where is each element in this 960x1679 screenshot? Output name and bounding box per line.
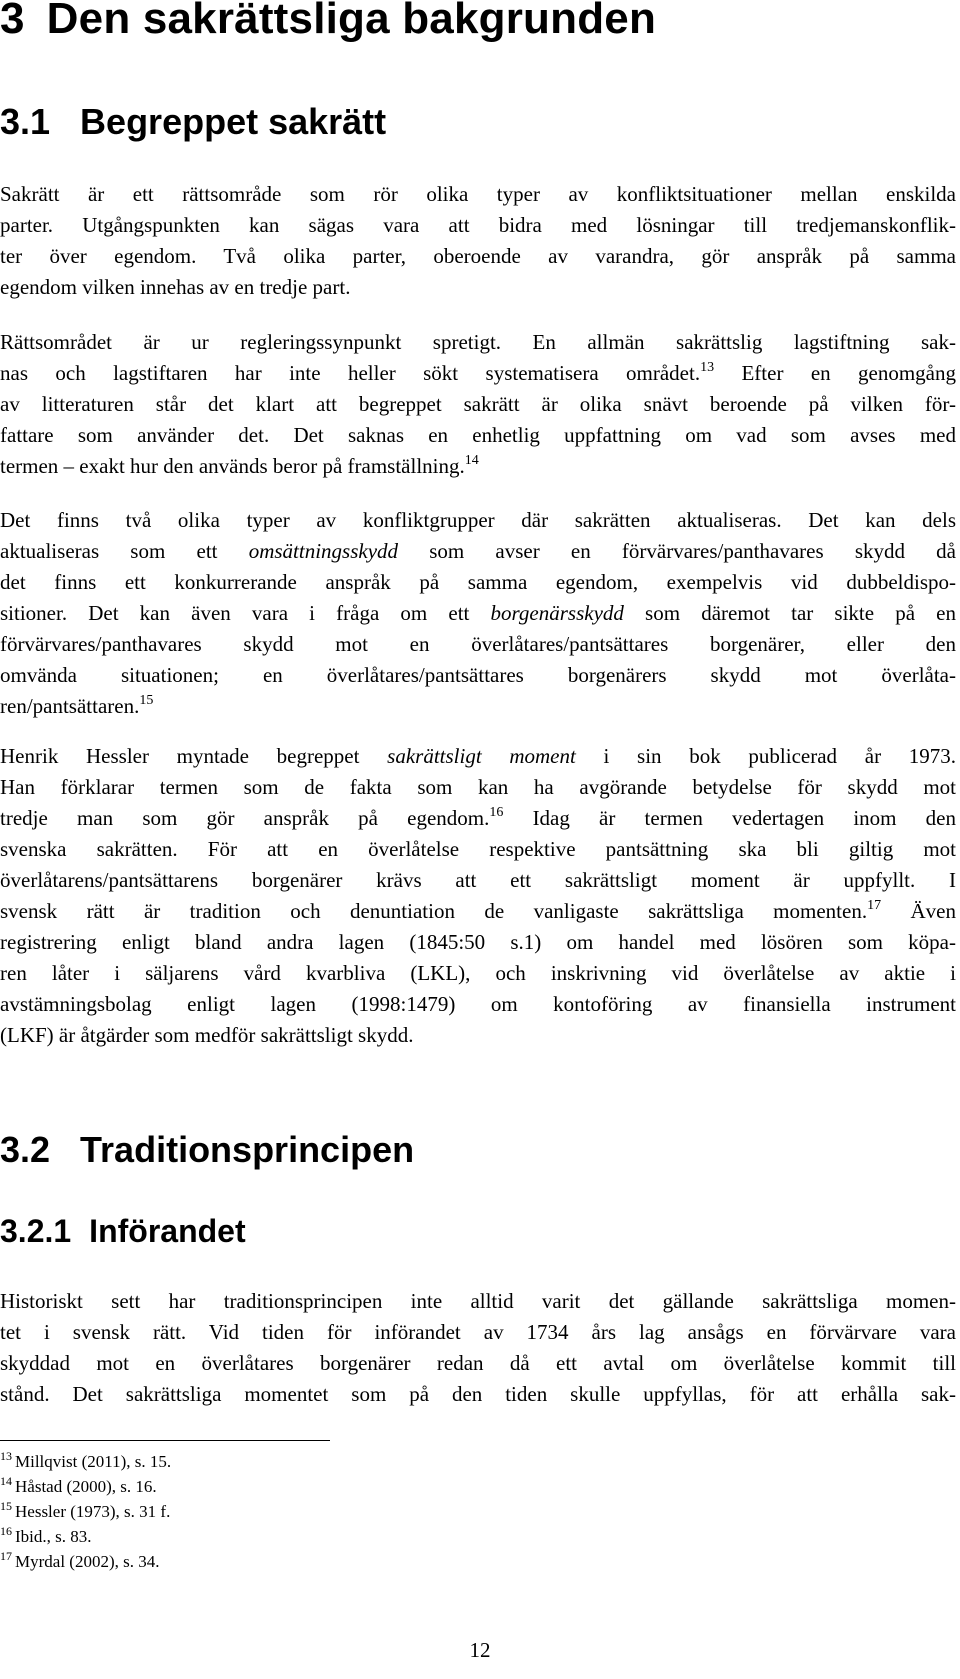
section-3-1-title: Begreppet sakrätt	[80, 101, 387, 142]
paragraph-5	[0, 1286, 956, 1410]
footnote-text: Hessler (1973), s. 31 f.	[15, 1502, 171, 1521]
term-omsattningsskydd: omsättningsskydd	[248, 539, 399, 563]
footnote-text: Millqvist (2011), s. 15.	[15, 1452, 172, 1471]
term-sakrattsligt-moment: sakrättsligt moment	[387, 744, 576, 768]
paragraph-line	[0, 451, 956, 482]
footnote-ref-16[interactable]: 16	[489, 805, 504, 820]
paragraph-line: avstämningsbolag enligt lagen (1998:1479) om kontoföring av finansiella instrument	[0, 992, 956, 1016]
section-3-2-heading	[0, 1129, 414, 1171]
text-run: termen – exakt hur den används beror på framställning.	[0, 454, 465, 478]
paragraph-line: (LKF) är åtgärder som medför sakrättsligt skydd.	[0, 1023, 414, 1047]
text-run: aktualiseras som ett	[0, 539, 249, 563]
paragraph-line: stånd. Det sakrättsliga momentet som på den tiden skulle uppfyllas, för att erhålla sak-	[0, 1382, 956, 1406]
footnote-number: 16	[0, 1524, 12, 1538]
paragraph-line: Rättsområdet är ur regleringssynpunkt spretigt. En allmän sakrättslig lagstiftning sak-	[0, 330, 956, 354]
paragraph-1	[0, 179, 956, 303]
section-3-2-title: Traditionsprincipen	[80, 1129, 415, 1170]
paragraph-line: Historiskt sett har traditionsprincipen inte alltid varit det gällande sakrättsliga momen-	[0, 1289, 956, 1313]
text-run: Idag är termen vedertagen inom den	[503, 806, 956, 830]
footnote-number: 17	[0, 1549, 12, 1563]
paragraph-line: Det finns två olika typer av konfliktgrupper där sakrätten aktualiseras. Det kan dels	[0, 508, 956, 532]
paragraph-line: registrering enligt bland andra lagen (1845:50 s.1) om handel med lösören som köpa-	[0, 930, 956, 954]
text-run: Efter en genomgång	[714, 361, 956, 385]
section-3-1-number: 3.1	[0, 101, 51, 142]
footnote-number: 14	[0, 1474, 12, 1488]
text-run: tredje man som gör anspråk på egendom.	[0, 806, 490, 830]
paragraph-2	[0, 327, 956, 482]
text-run: ren/pantsättaren.	[0, 694, 140, 718]
footnote-number: 15	[0, 1499, 12, 1513]
section-3-2-1-title: Införandet	[89, 1213, 246, 1249]
text-run: svensk rätt är tradition och denuntiation de vanligaste sakrättsliga momenten.	[0, 899, 868, 923]
page-number: 12	[469, 1638, 491, 1662]
footnote-ref-17[interactable]: 17	[867, 898, 882, 913]
paragraph-line: Sakrätt är ett rättsområde som rör olika typer av konfliktsituationer mellan enskilda	[0, 182, 956, 206]
paragraph-4	[0, 741, 956, 1051]
text-run: sitioner. Det kan även vara i fråga om ett	[0, 601, 491, 625]
chapter-heading	[0, 0, 656, 44]
paragraph-line: av litteraturen står det klart att begreppet sakrätt är olika snävt beroende på vilken för-	[0, 392, 956, 416]
paragraph-3	[0, 505, 956, 722]
section-3-2-1-heading	[0, 1213, 246, 1250]
paragraph-line	[0, 896, 956, 927]
text-run: som däremot tar sikte på en	[623, 601, 956, 625]
footnotes	[0, 1449, 171, 1574]
paragraph-line	[0, 741, 956, 772]
paragraph-line: parter. Utgångspunkten kan sägas vara att bidra med lösningar till tredjemanskonflik-	[0, 213, 956, 237]
text-run: i sin bok publicerad år 1973.	[575, 744, 956, 768]
footnote-14	[0, 1474, 171, 1499]
footnote-ref-14[interactable]: 14	[464, 453, 479, 468]
paragraph-line: överlåtarens/pantsättarens borgenärer krävs att ett sakrättsligt moment är uppfyllt. I	[0, 868, 956, 892]
footnote-text: Håstad (2000), s. 16.	[15, 1477, 157, 1496]
footnote-15	[0, 1499, 171, 1524]
text-run: Även	[881, 899, 956, 923]
paragraph-line	[0, 536, 956, 567]
text-run: nas och lagstiftaren har inte heller sökt systematisera området.	[0, 361, 701, 385]
footnote-number: 13	[0, 1449, 12, 1463]
section-3-2-number: 3.2	[0, 1129, 51, 1170]
footnote-text: Ibid., s. 83.	[15, 1527, 92, 1546]
paragraph-line	[0, 598, 956, 629]
term-borgenarsskydd: borgenärsskydd	[490, 601, 624, 625]
footnote-16	[0, 1524, 171, 1549]
paragraph-line: skyddad mot en överlåtares borgenärer redan då ett avtal om överlåtelse kommit till	[0, 1351, 956, 1375]
paragraph-line: svenska sakrätten. För att en överlåtelse respektive pantsättning ska bli giltig mot	[0, 837, 956, 861]
footnote-ref-15[interactable]: 15	[139, 693, 154, 708]
footnote-ref-13[interactable]: 13	[700, 360, 715, 375]
paragraph-line: ren låter i säljarens vård kvarbliva (LKL), och inskrivning vid överlåtelse av aktie i	[0, 961, 956, 985]
paragraph-line: Han förklarar termen som de fakta som kan ha avgörande betydelse för skydd mot	[0, 775, 956, 799]
text-run: som avser en förvärvares/panthavares skydd då	[398, 539, 956, 563]
paragraph-line: ter över egendom. Två olika parter, oberoende av varandra, gör anspråk på samma	[0, 244, 956, 268]
text-run: Henrik Hessler myntade begreppet	[0, 744, 388, 768]
chapter-number: 3	[0, 0, 25, 43]
paragraph-line: förvärvares/panthavares skydd mot en överlåtares/pantsättares borgenärer, eller den	[0, 632, 956, 656]
section-3-1-heading	[0, 101, 386, 143]
paragraph-line	[0, 691, 956, 722]
paragraph-line: fattare som använder det. Det saknas en enhetlig uppfattning om vad som avses med	[0, 423, 956, 447]
paragraph-line	[0, 803, 956, 834]
paragraph-line: egendom vilken innehas av en tredje part.	[0, 275, 351, 299]
footnote-separator	[0, 1440, 330, 1441]
section-3-2-1-number: 3.2.1	[0, 1213, 72, 1249]
footnote-13	[0, 1449, 171, 1474]
paragraph-line: omvända situationen; en överlåtares/pantsättares borgenärers skydd mot överlåta-	[0, 663, 956, 687]
paragraph-line: tet i svensk rätt. Vid tiden för införandet av 1734 års lag ansågs en förvärvare vara	[0, 1320, 956, 1344]
footnote-17	[0, 1549, 171, 1574]
footnote-text: Myrdal (2002), s. 34.	[15, 1552, 160, 1571]
paragraph-line: det finns ett konkurrerande anspråk på samma egendom, exempelvis vid dubbeldispo-	[0, 570, 956, 594]
paragraph-line	[0, 358, 956, 389]
chapter-title: Den sakrättsliga bakgrunden	[46, 0, 657, 43]
